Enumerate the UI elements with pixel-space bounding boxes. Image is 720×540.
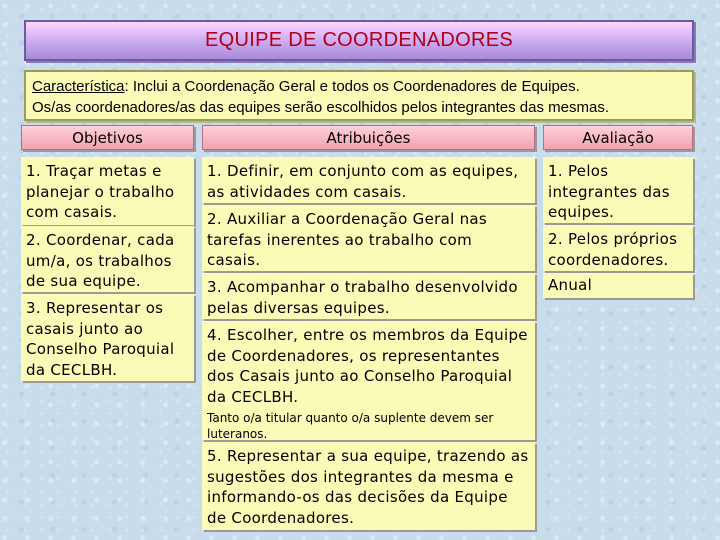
- header-avaliacao-label: Avaliação: [582, 128, 654, 147]
- atribuicao-item-2: 2. Auxiliar a Coordenação Geral nas tarefas inerentes ao trabalho com casais.: [202, 205, 535, 271]
- avaliacao-item-2: 2. Pelos próprios coordenadores.: [543, 225, 693, 271]
- header-objetivos-label: Objetivos: [72, 128, 143, 147]
- characteristic-line-1: [32, 76, 686, 97]
- objetivo-item-2: 2. Coordenar, cada um/a, os trabalhos de sua equipe.: [21, 226, 194, 292]
- characteristic-text-2: Os/as coordenadores/as das equipes serão escolhidos pelos integrantes das mesmas.: [32, 99, 609, 116]
- characteristic-label: Característica: [32, 78, 125, 95]
- header-atribuicoes: [202, 125, 535, 150]
- objetivo-item-3: 3. Representar os casais junto ao Conselho Paroquial da CECLBH.: [21, 294, 194, 381]
- atribuicao-item-5: 5. Representar a sua equipe, trazendo as sugestões dos integrantes da mesma e informando-os das decisões da Equipe de Coordenadores.: [202, 442, 535, 530]
- atribuicao-item-4: [202, 321, 535, 440]
- page-title: EQUIPE DE COORDENADORES: [204, 29, 514, 51]
- atribuicao-item-3: 3. Acompanhar o trabalho desenvolvido pelas diversas equipes.: [202, 273, 535, 319]
- characteristic-box: [24, 70, 694, 121]
- atribuicao-item-1: 1. Definir, em conjunto com as equipes, as atividades com casais.: [202, 157, 535, 203]
- atribuicao-note: Tanto o/a titular quanto o/a suplente devem ser luteranos.: [207, 411, 494, 441]
- title-bar: [24, 20, 694, 61]
- characteristic-text-1: : Inclui a Coordenação Geral e todos os Coordenadores de Equipes.: [124, 78, 580, 95]
- atribuicao-item-4-text: 4. Escolher, entre os membros da Equipe de Coordenadores, os representantes dos Casais junto ao Conselho Paroquial da CECLBH.: [207, 326, 528, 406]
- objetivo-item-1: 1. Traçar metas e planejar o trabalho com casais.: [21, 157, 194, 225]
- header-objetivos: [21, 125, 194, 150]
- avaliacao-item-1: 1. Pelos integrantes das equipes.: [543, 157, 693, 223]
- header-avaliacao: [543, 125, 693, 150]
- header-atribuicoes-label: Atribuições: [326, 128, 411, 147]
- avaliacao-item-3: Anual: [543, 273, 693, 298]
